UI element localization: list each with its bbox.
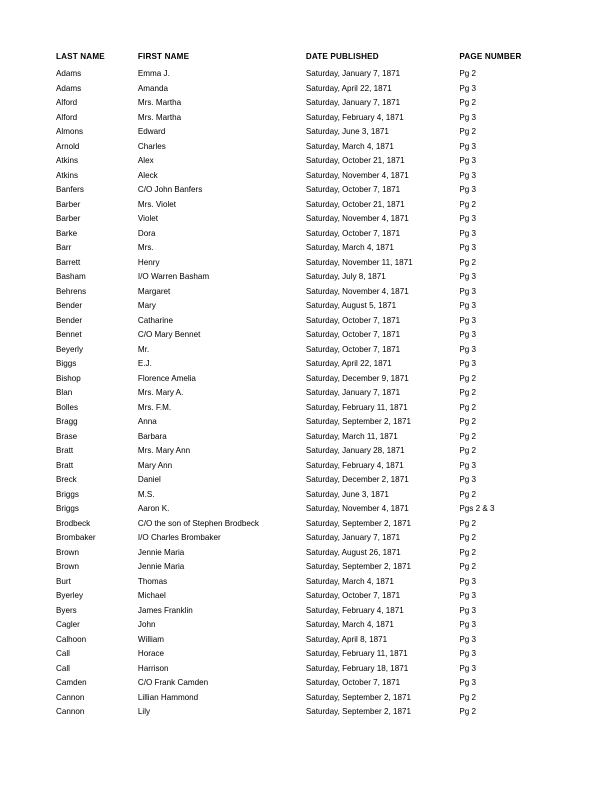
cell-first-name: Mary bbox=[137, 301, 156, 311]
cell-last-name: Byerley bbox=[56, 591, 83, 601]
cell-page-number: Pg 3 bbox=[459, 315, 477, 325]
cell-last-name: Byers bbox=[56, 605, 77, 615]
table-row bbox=[56, 604, 570, 619]
cell-first-name: Lily bbox=[137, 707, 151, 717]
cell-last-name: Barber bbox=[56, 214, 81, 224]
cell-date-published: Saturday, August 5, 1871 bbox=[305, 301, 397, 311]
cell-last-name: Behrens bbox=[56, 286, 87, 296]
cell-first-name: Mary Ann bbox=[137, 460, 173, 470]
cell-page-number: Pg 3 bbox=[459, 170, 477, 180]
cell-first-name: Michael bbox=[137, 591, 166, 601]
cell-last-name: Adams bbox=[56, 83, 82, 93]
cell-page-number: Pg 2 bbox=[459, 431, 477, 441]
table-row bbox=[56, 212, 570, 227]
cell-date-published: Saturday, April 22, 1871 bbox=[305, 359, 392, 369]
cell-last-name: Briggs bbox=[56, 489, 79, 499]
table-row bbox=[56, 575, 570, 590]
cell-last-name: Burt bbox=[56, 576, 71, 586]
cell-date-published: Saturday, February 18, 1871 bbox=[305, 663, 409, 673]
cell-date-published: Saturday, November 4, 1871 bbox=[305, 286, 409, 296]
cell-first-name: Mrs. Mary Ann bbox=[137, 446, 191, 456]
table-row bbox=[56, 473, 570, 488]
table-row bbox=[56, 633, 570, 648]
cell-first-name: Margaret bbox=[137, 286, 171, 296]
cell-page-number: Pg 3 bbox=[459, 228, 477, 238]
cell-last-name: Bender bbox=[56, 301, 83, 311]
cell-page-number: Pg 3 bbox=[459, 649, 477, 659]
cell-date-published: Saturday, August 26, 1871 bbox=[305, 547, 401, 557]
cell-first-name: Mrs. F.M. bbox=[137, 402, 172, 412]
cell-last-name: Bratt bbox=[56, 446, 74, 456]
cell-first-name: Mrs. Violet bbox=[137, 199, 176, 209]
cell-first-name: I/O Charles Brombaker bbox=[137, 533, 221, 543]
table-row bbox=[56, 430, 570, 445]
table-row bbox=[56, 517, 570, 532]
cell-first-name: Jennie Maria bbox=[137, 562, 185, 572]
cell-first-name: Aleck bbox=[137, 170, 158, 180]
column-header-date-published: DATE PUBLISHED bbox=[305, 52, 379, 61]
cell-date-published: Saturday, September 2, 1871 bbox=[305, 692, 411, 702]
cell-last-name: Bennet bbox=[56, 330, 82, 340]
table-row bbox=[56, 328, 570, 343]
cell-first-name: Daniel bbox=[137, 475, 161, 485]
table-row bbox=[56, 227, 570, 242]
cell-page-number: Pg 3 bbox=[459, 460, 477, 470]
table-body bbox=[56, 67, 570, 720]
cell-page-number: Pg 2 bbox=[459, 692, 477, 702]
table-row bbox=[56, 488, 570, 503]
cell-page-number: Pg 3 bbox=[459, 83, 477, 93]
table-row bbox=[56, 705, 570, 720]
cell-first-name: Violet bbox=[137, 214, 159, 224]
table-row bbox=[56, 169, 570, 184]
cell-date-published: Saturday, October 7, 1871 bbox=[305, 330, 401, 340]
cell-page-number: Pg 3 bbox=[459, 634, 477, 644]
cell-page-number: Pg 2 bbox=[459, 127, 477, 137]
cell-date-published: Saturday, October 7, 1871 bbox=[305, 228, 401, 238]
cell-first-name: Florence Amelia bbox=[137, 373, 196, 383]
cell-last-name: Breck bbox=[56, 475, 77, 485]
cell-date-published: Saturday, July 8, 1871 bbox=[305, 272, 386, 282]
cell-first-name: I/O Warren Basham bbox=[137, 272, 210, 282]
cell-last-name: Call bbox=[56, 649, 70, 659]
cell-last-name: Beyerly bbox=[56, 344, 83, 354]
cell-first-name: Thomas bbox=[137, 576, 168, 586]
cell-last-name: Cannon bbox=[56, 692, 85, 702]
table-row bbox=[56, 154, 570, 169]
cell-page-number: Pg 2 bbox=[459, 518, 477, 528]
cell-last-name: Adams bbox=[56, 69, 82, 79]
cell-page-number: Pgs 2 & 3 bbox=[459, 504, 495, 514]
cell-page-number: Pg 2 bbox=[459, 417, 477, 427]
table-row bbox=[56, 647, 570, 662]
cell-page-number: Pg 3 bbox=[459, 156, 477, 166]
table-row bbox=[56, 198, 570, 213]
cell-last-name: Brombaker bbox=[56, 533, 96, 543]
table-row bbox=[56, 662, 570, 677]
table-row bbox=[56, 256, 570, 271]
table-row bbox=[56, 502, 570, 517]
cell-first-name: Alex bbox=[137, 156, 154, 166]
table-row bbox=[56, 444, 570, 459]
cell-first-name: Lillian Hammond bbox=[137, 692, 199, 702]
table-row bbox=[56, 183, 570, 198]
cell-date-published: Saturday, November 4, 1871 bbox=[305, 504, 409, 514]
cell-last-name: Banfers bbox=[56, 185, 84, 195]
cell-first-name: Catharine bbox=[137, 315, 174, 325]
cell-date-published: Saturday, February 11, 1871 bbox=[305, 649, 408, 659]
cell-date-published: Saturday, October 7, 1871 bbox=[305, 344, 401, 354]
cell-last-name: Bolles bbox=[56, 402, 79, 412]
column-header-last-name: LAST NAME bbox=[56, 52, 105, 61]
cell-page-number: Pg 3 bbox=[459, 605, 477, 615]
cell-first-name: Harrison bbox=[137, 663, 169, 673]
cell-date-published: Saturday, March 4, 1871 bbox=[305, 576, 394, 586]
table-row bbox=[56, 82, 570, 97]
cell-date-published: Saturday, February 4, 1871 bbox=[305, 112, 404, 122]
cell-date-published: Saturday, February 4, 1871 bbox=[305, 605, 404, 615]
cell-first-name: Amanda bbox=[137, 83, 169, 93]
cell-page-number: Pg 3 bbox=[459, 286, 477, 296]
cell-page-number: Pg 2 bbox=[459, 489, 477, 499]
cell-first-name: James Franklin bbox=[137, 605, 193, 615]
cell-first-name: C/O John Banfers bbox=[137, 185, 203, 195]
cell-last-name: Brase bbox=[56, 431, 78, 441]
cell-date-published: Saturday, December 9, 1871 bbox=[305, 373, 409, 383]
cell-first-name: John bbox=[137, 620, 156, 630]
cell-page-number: Pg 3 bbox=[459, 330, 477, 340]
cell-first-name: C/O Frank Camden bbox=[137, 678, 209, 688]
cell-first-name: Charles bbox=[137, 141, 166, 151]
table-header-row bbox=[56, 52, 570, 67]
cell-page-number: Pg 3 bbox=[459, 678, 477, 688]
cell-last-name: Brodbeck bbox=[56, 518, 91, 528]
table-row bbox=[56, 691, 570, 706]
table-row bbox=[56, 270, 570, 285]
cell-page-number: Pg 2 bbox=[459, 257, 477, 267]
cell-last-name: Bishop bbox=[56, 373, 81, 383]
cell-last-name: Calhoon bbox=[56, 634, 87, 644]
table-row bbox=[56, 459, 570, 474]
table-header bbox=[56, 52, 570, 67]
obituary-index-table bbox=[56, 52, 570, 720]
table-row bbox=[56, 415, 570, 430]
cell-first-name: Emma J. bbox=[137, 69, 170, 79]
cell-last-name: Call bbox=[56, 663, 70, 673]
cell-last-name: Alford bbox=[56, 98, 78, 108]
table-row bbox=[56, 343, 570, 358]
cell-last-name: Bragg bbox=[56, 417, 78, 427]
cell-page-number: Pg 3 bbox=[459, 591, 477, 601]
cell-date-published: Saturday, October 7, 1871 bbox=[305, 185, 401, 195]
table-row bbox=[56, 96, 570, 111]
cell-last-name: Biggs bbox=[56, 359, 77, 369]
cell-date-published: Saturday, November 11, 1871 bbox=[305, 257, 413, 267]
cell-last-name: Barr bbox=[56, 243, 72, 253]
cell-page-number: Pg 2 bbox=[459, 373, 477, 383]
cell-page-number: Pg 2 bbox=[459, 547, 477, 557]
cell-page-number: Pg 3 bbox=[459, 112, 477, 122]
cell-first-name: Anna bbox=[137, 417, 157, 427]
cell-last-name: Barrett bbox=[56, 257, 81, 267]
cell-page-number: Pg 2 bbox=[459, 402, 477, 412]
cell-page-number: Pg 3 bbox=[459, 243, 477, 253]
cell-last-name: Almons bbox=[56, 127, 83, 137]
cell-date-published: Saturday, October 7, 1871 bbox=[305, 678, 401, 688]
cell-last-name: Brown bbox=[56, 547, 79, 557]
cell-page-number: Pg 2 bbox=[459, 69, 477, 79]
cell-page-number: Pg 2 bbox=[459, 562, 477, 572]
cell-page-number: Pg 3 bbox=[459, 344, 477, 354]
cell-date-published: Saturday, January 28, 1871 bbox=[305, 446, 405, 456]
cell-last-name: Briggs bbox=[56, 504, 79, 514]
cell-page-number: Pg 3 bbox=[459, 663, 477, 673]
cell-page-number: Pg 3 bbox=[459, 576, 477, 586]
cell-last-name: Atkins bbox=[56, 156, 79, 166]
cell-first-name: Barbara bbox=[137, 431, 167, 441]
cell-page-number: Pg 3 bbox=[459, 301, 477, 311]
cell-last-name: Barber bbox=[56, 199, 81, 209]
cell-date-published: Saturday, November 4, 1871 bbox=[305, 170, 409, 180]
cell-first-name: Horace bbox=[137, 649, 164, 659]
cell-page-number: Pg 3 bbox=[459, 141, 477, 151]
cell-first-name: Jennie Maria bbox=[137, 547, 185, 557]
table-row bbox=[56, 589, 570, 604]
cell-first-name: E.J. bbox=[137, 359, 152, 369]
cell-date-published: Saturday, June 3, 1871 bbox=[305, 489, 389, 499]
cell-page-number: Pg 2 bbox=[459, 98, 477, 108]
table-row bbox=[56, 299, 570, 314]
cell-page-number: Pg 3 bbox=[459, 359, 477, 369]
cell-last-name: Atkins bbox=[56, 170, 79, 180]
table-row bbox=[56, 285, 570, 300]
cell-date-published: Saturday, June 3, 1871 bbox=[305, 127, 389, 137]
cell-date-published: Saturday, February 4, 1871 bbox=[305, 460, 404, 470]
cell-date-published: Saturday, February 11, 1871 bbox=[305, 402, 408, 412]
cell-first-name: Mr. bbox=[137, 344, 150, 354]
cell-last-name: Alford bbox=[56, 112, 78, 122]
cell-date-published: Saturday, April 22, 1871 bbox=[305, 83, 392, 93]
cell-date-published: Saturday, October 21, 1871 bbox=[305, 199, 405, 209]
cell-page-number: Pg 3 bbox=[459, 620, 477, 630]
cell-last-name: Barke bbox=[56, 228, 78, 238]
cell-page-number: Pg 2 bbox=[459, 533, 477, 543]
cell-first-name: C/O the son of Stephen Brodbeck bbox=[137, 518, 259, 528]
cell-last-name: Cannon bbox=[56, 707, 85, 717]
cell-date-published: Saturday, January 7, 1871 bbox=[305, 69, 401, 79]
cell-page-number: Pg 2 bbox=[459, 446, 477, 456]
cell-first-name: Henry bbox=[137, 257, 160, 267]
cell-first-name: C/O Mary Bennet bbox=[137, 330, 201, 340]
table-row bbox=[56, 140, 570, 155]
table-row bbox=[56, 314, 570, 329]
cell-date-published: Saturday, October 21, 1871 bbox=[305, 156, 405, 166]
table-row bbox=[56, 546, 570, 561]
cell-date-published: Saturday, September 2, 1871 bbox=[305, 518, 411, 528]
cell-date-published: Saturday, January 7, 1871 bbox=[305, 98, 401, 108]
cell-date-published: Saturday, March 4, 1871 bbox=[305, 620, 394, 630]
cell-first-name: Dora bbox=[137, 228, 156, 238]
table-row bbox=[56, 357, 570, 372]
cell-page-number: Pg 3 bbox=[459, 214, 477, 224]
table-row bbox=[56, 372, 570, 387]
cell-last-name: Camden bbox=[56, 678, 87, 688]
cell-first-name: M.S. bbox=[137, 489, 155, 499]
cell-last-name: Arnold bbox=[56, 141, 80, 151]
table-row bbox=[56, 401, 570, 416]
cell-date-published: Saturday, January 7, 1871 bbox=[305, 533, 401, 543]
cell-last-name: Blan bbox=[56, 388, 73, 398]
table-row bbox=[56, 618, 570, 633]
cell-page-number: Pg 2 bbox=[459, 199, 477, 209]
cell-last-name: Cagler bbox=[56, 620, 80, 630]
cell-last-name: Bender bbox=[56, 315, 83, 325]
cell-page-number: Pg 2 bbox=[459, 388, 477, 398]
cell-date-published: Saturday, October 7, 1871 bbox=[305, 591, 401, 601]
cell-date-published: Saturday, April 8, 1871 bbox=[305, 634, 388, 644]
cell-first-name: William bbox=[137, 634, 164, 644]
table-row bbox=[56, 241, 570, 256]
cell-date-published: Saturday, September 2, 1871 bbox=[305, 707, 411, 717]
cell-date-published: Saturday, November 4, 1871 bbox=[305, 214, 409, 224]
table-row bbox=[56, 560, 570, 575]
table-row bbox=[56, 111, 570, 126]
cell-date-published: Saturday, March 4, 1871 bbox=[305, 243, 394, 253]
cell-page-number: Pg 3 bbox=[459, 185, 477, 195]
cell-page-number: Pg 3 bbox=[459, 475, 477, 485]
cell-last-name: Bratt bbox=[56, 460, 74, 470]
cell-first-name: Aaron K. bbox=[137, 504, 170, 514]
cell-first-name: Mrs. bbox=[137, 243, 154, 253]
table-row bbox=[56, 386, 570, 401]
table-row bbox=[56, 67, 570, 82]
cell-first-name: Mrs. Mary A. bbox=[137, 388, 184, 398]
cell-last-name: Basham bbox=[56, 272, 86, 282]
cell-date-published: Saturday, December 2, 1871 bbox=[305, 475, 409, 485]
cell-date-published: Saturday, September 2, 1871 bbox=[305, 417, 411, 427]
table-row bbox=[56, 531, 570, 546]
cell-page-number: Pg 3 bbox=[459, 272, 477, 282]
cell-date-published: Saturday, October 7, 1871 bbox=[305, 315, 401, 325]
cell-date-published: Saturday, January 7, 1871 bbox=[305, 388, 401, 398]
cell-date-published: Saturday, September 2, 1871 bbox=[305, 562, 411, 572]
cell-first-name: Mrs. Martha bbox=[137, 112, 182, 122]
column-header-first-name: FIRST NAME bbox=[137, 52, 190, 61]
table-row bbox=[56, 125, 570, 140]
cell-first-name: Mrs. Martha bbox=[137, 98, 182, 108]
cell-page-number: Pg 2 bbox=[459, 707, 477, 717]
cell-date-published: Saturday, March 4, 1871 bbox=[305, 141, 394, 151]
column-header-page-number: PAGE NUMBER bbox=[459, 52, 522, 61]
cell-first-name: Edward bbox=[137, 127, 166, 137]
cell-date-published: Saturday, March 11, 1871 bbox=[305, 431, 398, 441]
cell-last-name: Brown bbox=[56, 562, 79, 572]
table-row bbox=[56, 676, 570, 691]
